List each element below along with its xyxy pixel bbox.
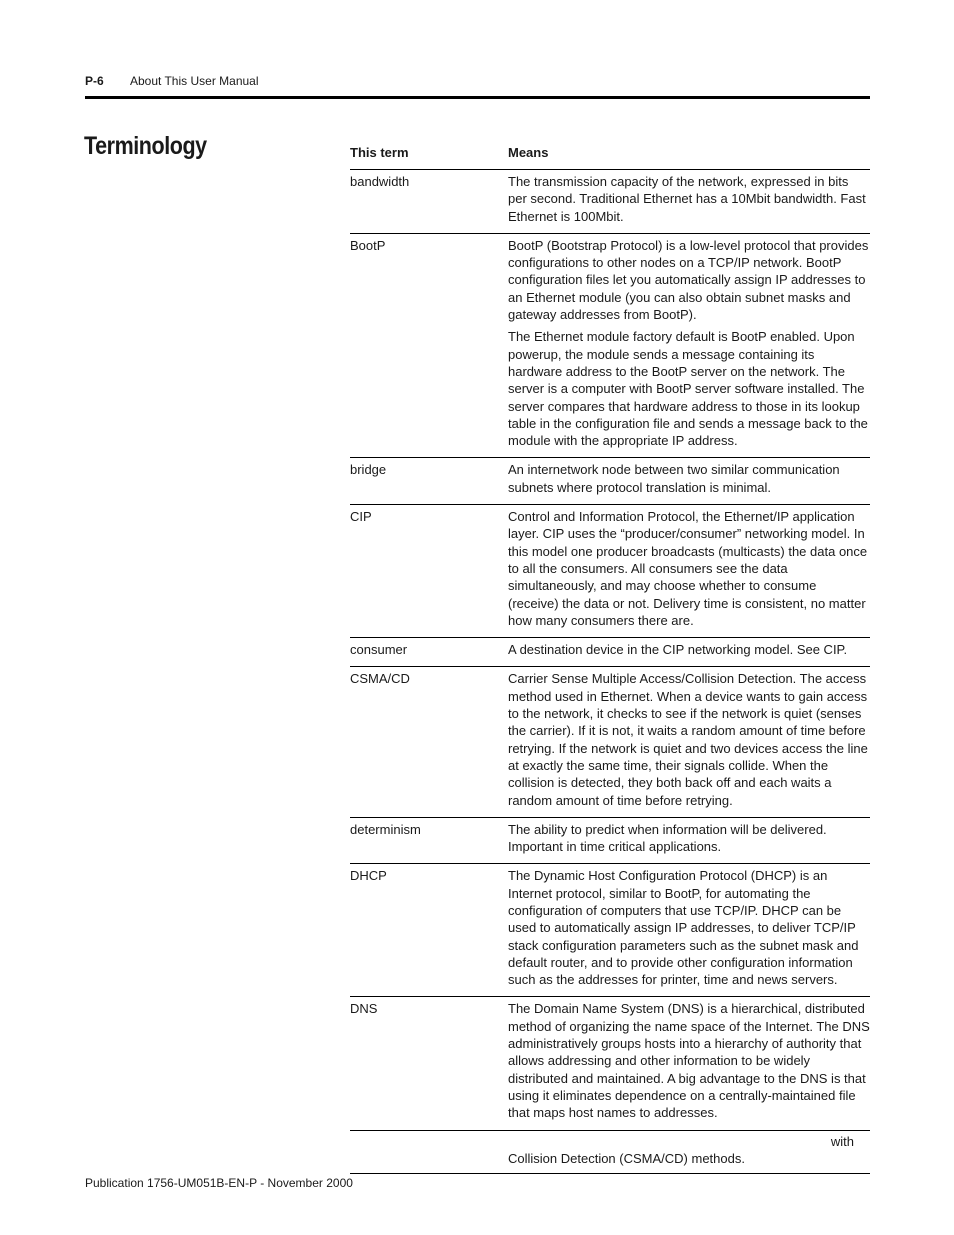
page-footer: Publication 1756-UM051B-EN-P - November 2000 xyxy=(85,1176,353,1190)
means-cell xyxy=(508,173,870,225)
term-cell: DHCP xyxy=(350,868,387,884)
table-row xyxy=(350,818,870,865)
definition-paragraph: An internetwork node between two similar communication subnets where protocol translation is minimal. xyxy=(508,462,840,495)
term-cell: DNS xyxy=(350,1001,378,1017)
definition-paragraph: BootP (Bootstrap Protocol) is a low-level protocol that provides configurations to other nodes on a TCP/IP network. BootP configuration files let you automatically assign IP addresses to an Ethernet module (you can also obtain subnet masks and gateway addresses from BootP). xyxy=(508,237,869,323)
definition-paragraph: The ability to predict when information will be delivered. Important in time critical applications. xyxy=(508,821,827,855)
table-body xyxy=(350,170,870,1131)
section-name: About This User Manual xyxy=(130,74,259,88)
means-cell xyxy=(508,867,870,988)
table-row xyxy=(350,864,870,997)
definition-paragraph: The Ethernet module factory default is BootP enabled. Upon powerup, the module sends a message containing its hardware address to the BootP server on the network. The server is a computer with BootP server software installed. The server compares that hardware address to those in its lookup table in the configuration file and sends a message back to the module with the appropriate IP address. xyxy=(508,329,868,449)
means-cell xyxy=(508,641,870,658)
definition-paragraph: Control and Information Protocol, the Ethernet/IP application layer. CIP uses the “producer/consumer” networking model. In this model one producer broadcasts (multicasts) the data once to all the consumers. All consumers see the data simultaneously, and may choose whether to consume (receive) the data or not. Delivery time is consistent, no matter how many consumers there are. xyxy=(508,509,868,628)
term-column-header: This term xyxy=(350,145,409,160)
table-row xyxy=(350,234,870,459)
page-title: Terminology xyxy=(84,132,207,160)
means-cell xyxy=(508,821,870,856)
means-cell xyxy=(508,670,870,808)
definition-paragraph: The Dynamic Host Configuration Protocol (DHCP) is an Internet protocol, similar to BootP, for automating the configuration of computers that use TCP/IP. DHCP can be used to automatically assign IP addresses, to deliver TCP/IP stack configuration parameters such as the subnet mask and default router, and to provide other configuration information such as the addresses for printer, time and news servers. xyxy=(508,868,859,988)
term-cell: CIP xyxy=(350,509,372,525)
term-cell: BootP xyxy=(350,237,386,253)
table-row xyxy=(350,638,870,667)
term-cell: bandwidth xyxy=(350,174,410,189)
definition-paragraph: A destination device in the CIP networking model. See CIP. xyxy=(508,642,848,658)
means-cell xyxy=(508,237,870,450)
terminology-table xyxy=(350,145,870,1174)
definition-paragraph: The transmission capacity of the network, expressed in bits per second. Traditional Ethernet has a 10Mbit bandwidth. Fast Ethernet is 100Mbit. xyxy=(508,174,866,224)
definition-paragraph: The Domain Name System (DNS) is a hierarchical, distributed method of organizing the name space of the Internet. The DNS administratively groups hosts into a hierarchy of authority that allows addressing and other information to be widely distributed and maintained. A big advantage to the DNS is that using it eliminates dependence on a centrally-maintained file that maps host names to addresses. xyxy=(508,1001,870,1121)
partial-line-2: Collision Detection (CSMA/CD) methods. xyxy=(508,1150,745,1166)
means-cell xyxy=(508,508,870,629)
means-cell xyxy=(508,1133,870,1168)
definition-paragraph: Carrier Sense Multiple Access/Collision Detection. The access method used in Ethernet. When a device wants to gain access to the network, it checks to see if the network is quiet (senses the carrier). If it is not, it waits a random amount of time before retrying. If the network is quiet and two devices access the line at exactly the same time, their signals collide. When the collision is detected, they both back off and each waits a random amount of time before retrying. xyxy=(508,671,868,808)
table-row xyxy=(350,170,870,234)
means-column-header: Means xyxy=(508,145,549,160)
table-row xyxy=(350,667,870,817)
term-cell: CSMA/CD xyxy=(350,671,410,687)
term-cell: consumer xyxy=(350,642,408,658)
table-row xyxy=(350,997,870,1130)
means-cell xyxy=(508,461,870,496)
term-cell: determinism xyxy=(350,821,421,837)
means-cell xyxy=(508,1000,870,1121)
header-rule xyxy=(85,96,870,99)
table-row xyxy=(350,505,870,638)
table-header xyxy=(350,145,870,170)
table-row xyxy=(350,458,870,505)
page-number: P-6 xyxy=(85,74,104,88)
page-header xyxy=(85,74,259,88)
term-cell xyxy=(350,1133,508,1168)
term-cell: bridge xyxy=(350,462,387,478)
table-row-partial xyxy=(350,1131,870,1175)
partial-line-1: with xyxy=(830,1133,854,1149)
